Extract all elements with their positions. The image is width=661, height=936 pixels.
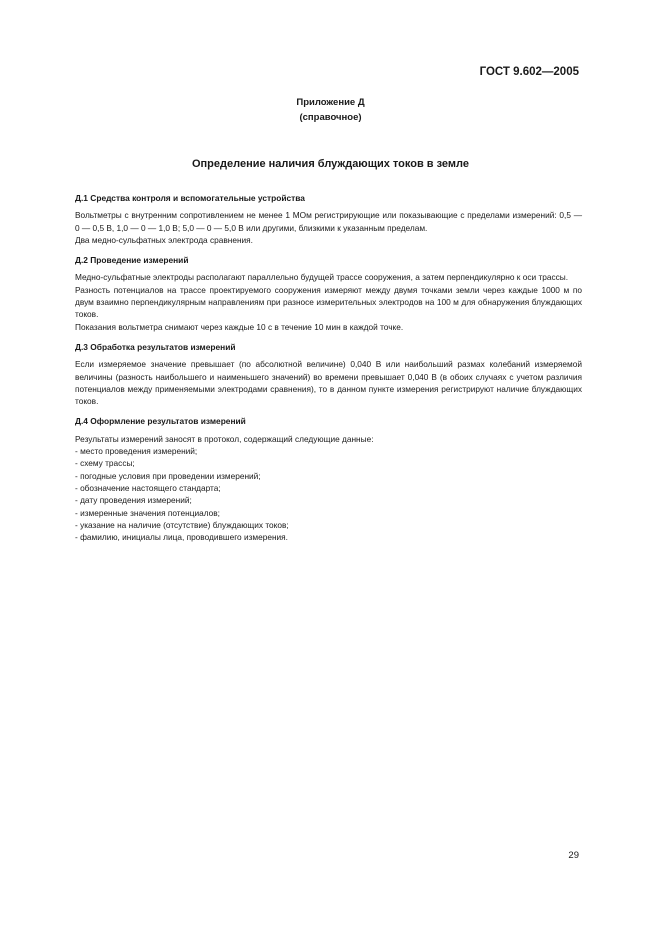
paragraph: Показания вольтметра снимают через каждые 10 с в течение 10 мин в каждой точке.	[75, 321, 404, 332]
section-d3	[75, 341, 582, 407]
list-item: - место проведения измерений;	[75, 446, 198, 457]
paragraph: Два медно-сульфатных электрода сравнения.	[75, 234, 253, 245]
section-heading: Д.2 Проведение измерений	[75, 255, 189, 266]
list-item: - указание на наличие (отсутствие) блуждающих токов;	[75, 519, 289, 530]
appendix-title: Приложение Д	[296, 97, 365, 108]
section-title: Определение наличия блуждающих токов в земле	[191, 158, 469, 170]
data-list	[75, 445, 582, 543]
section-d2	[75, 254, 582, 333]
section-heading: Д.4 Оформление результатов измерений	[75, 416, 246, 427]
list-item: - измеренные значения потенциалов;	[75, 507, 220, 518]
list-item: - погодные условия при проведении измерений;	[75, 470, 261, 481]
list-item: - обозначение настоящего стандарта;	[75, 482, 221, 493]
section-d1	[75, 192, 582, 246]
list-item: - дату проведения измерений;	[75, 495, 192, 506]
section-heading: Д.1 Средства контроля и вспомогательные устройства	[75, 193, 305, 203]
appendix-subtitle: (справочное)	[299, 112, 362, 123]
paragraph: Если измеряемое значение превышает (по абсолютной величине) 0,040 В или наибольший размах колебаний измеряемой величины (разность наибольшего и наименьшего значений) во времени превышает 0,040 В (в обоих случаях с учетом различия потенциалов между применяемыми электродами сравнения), то в данном пункте измерения регистрируют наличие блуждающих токов.	[75, 359, 582, 407]
paragraph: Разность потенциалов на трассе проектируемого сооружения измеряют между двумя точками земли через каждые 1000 м по двум взаимно перпендикулярным направлениям при разносе измерительных электродов на 100 м для обнаружения блуждающих токов.	[75, 284, 582, 320]
section-heading: Д.3 Обработка результатов измерений	[75, 341, 236, 352]
document-body	[75, 192, 582, 551]
list-item: - схему трассы;	[75, 458, 135, 469]
document-code: ГОСТ 9.602—2005	[479, 66, 579, 78]
paragraph: Результаты измерений заносят в протокол, содержащий следующие данные:	[75, 433, 374, 444]
paragraph: Медно-сульфатные электроды располагают параллельно будущей трассе сооружения, а затем перпендикулярно к оси трассы.	[75, 272, 569, 283]
page-number: 29	[568, 850, 579, 861]
section-d4	[75, 415, 582, 543]
list-item: - фамилию, инициалы лица, проводившего измерения.	[75, 532, 288, 543]
paragraph: Вольтметры с внутренним сопротивлением не менее 1 МОм регистрирующие или показывающие с пределами измерений: 0,5 — 0 — 0,5 В, 1,0 — 0 — 1,0 В; 5,0 — 0 — 5,0 В или другими, близкими к указанным пределам.	[75, 210, 582, 233]
